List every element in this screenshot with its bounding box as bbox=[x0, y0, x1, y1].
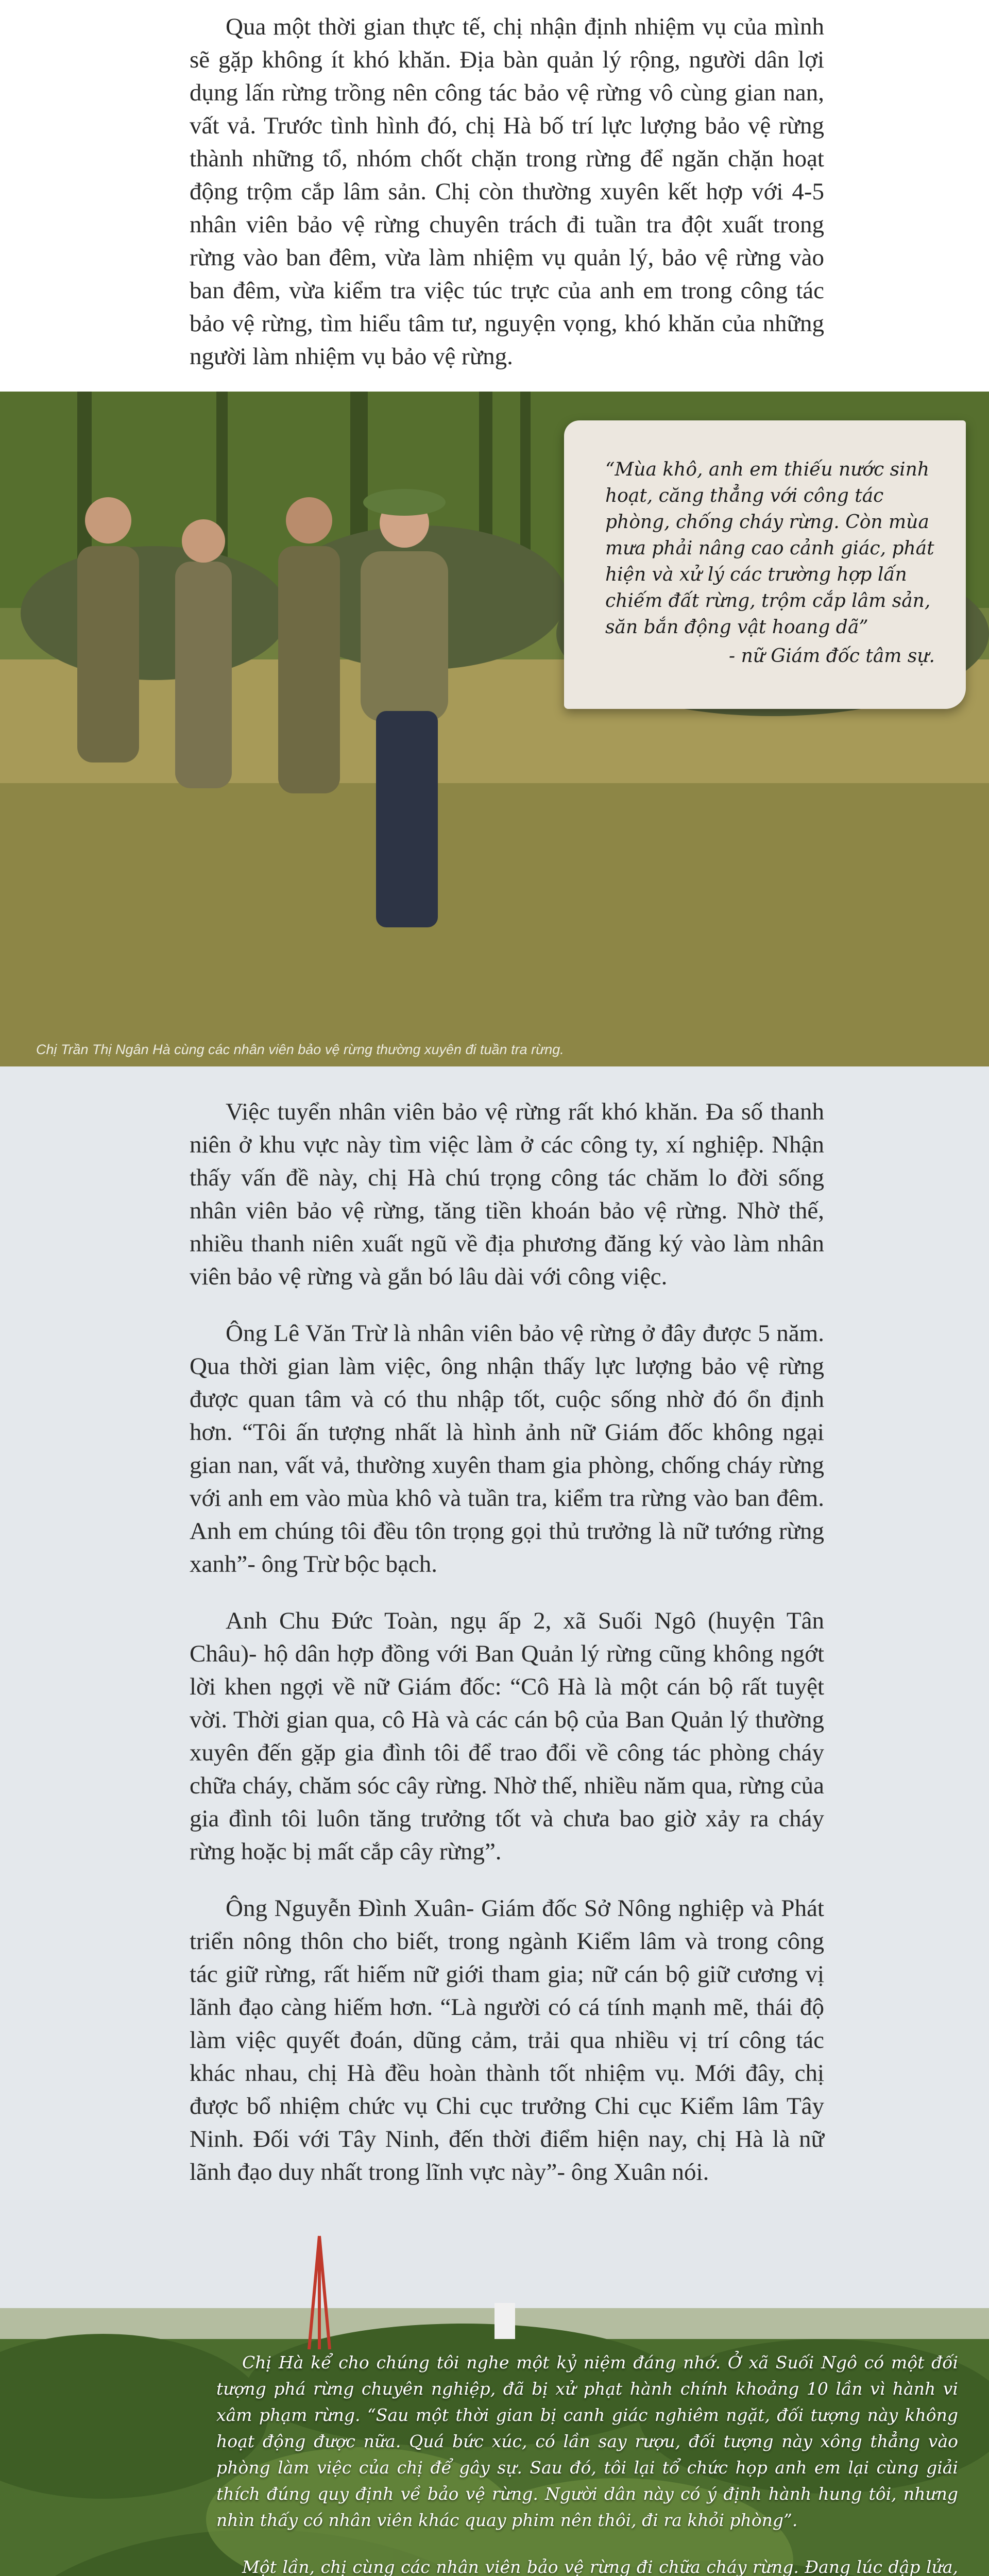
photo-caption: Chị Trần Thị Ngân Hà cùng các nhân viên bảo vệ rừng thường xuyên đi tuần tra rừng. bbox=[36, 1042, 564, 1057]
quote-card bbox=[564, 420, 966, 709]
body-paragraph: Ông Lê Văn Trừ là nhân viên bảo vệ rừng ở đây được 5 năm. Qua thời gian làm việc, ông nhận thấy lực lượng bảo vệ rừng được quan tâm và có thu nhập tốt, cuộc sống nhờ đó ổn định hơn. “Tôi ấn tượng nhất là hình ảnh nữ Giám đốc không ngại gian nan, vất vả, thường xuyên tham gia phòng, chống cháy rừng với anh em vào mùa khô và tuần tra, kiểm tra rừng vào ban đêm. Anh em chúng tôi đều tôn trọng gọi thủ trưởng là nữ tướng rừng xanh”- ông Trừ bộc bạch. bbox=[190, 1320, 824, 1578]
story-paragraph: Chị Hà kể cho chúng tôi nghe một kỷ niệm đáng nhớ. Ở xã Suối Ngô có một đối tượng phá rừng chuyên nghiệp, đã bị xử phạt hành chính khoảng 10 lần vì hành vi xâm phạm rừng. “Sau một thời gian bị canh giác nghiêm ngặt, đối tượng này không hoạt động được nữa. Quá bức xúc, có lần say rượu, đối tượng này xông thẳng vào phòng làm việc của chị để gây sự. Sau đó, tôi lại tổ chức họp anh em lại cùng giải thích đúng quy định về bảo vệ rừng. Người dân này có ý định hành hung tôi, nhưng nhìn thấy có nhân viên khác quay phim nên thôi, đi ra khỏi phòng”. bbox=[216, 2352, 958, 2530]
body-paragraph: Ông Nguyễn Đình Xuân- Giám đốc Sở Nông nghiệp và Phát triển nông thôn cho biết, trong ngành Kiểm lâm và trong công tác giữ rừng, rất hiếm nữ giới tham gia; nữ cán bộ giữ cương vị lãnh đạo càng hiếm hơn. “Là người có cá tính mạnh mẽ, thái độ làm việc quyết đoán, dũng cảm, trải qua nhiều vị trí công tác khác nhau, chị Hà đều hoàn thành tốt nhiệm vụ. Mới đây, chị được bổ nhiệm chức vụ Chi cục trưởng Chi cục Kiểm lâm Tây Ninh. Đối với Tây Ninh, đến thời điểm hiện nay, chị Hà là nữ lãnh đạo duy nhất trong lĩnh vực này”- ông Xuân nói. bbox=[190, 1895, 824, 2185]
story-paragraph: Một lần, chị cùng các nhân viên bảo vệ rừng đi chữa cháy rừng. Đang lúc dập lửa, bbox=[242, 2557, 958, 2576]
body-paragraph: Anh Chu Đức Toàn, ngụ ấp 2, xã Suối Ngô (huyện Tân Châu)- hộ dân hợp đồng với Ban Quản lý rừng cũng không ngớt lời khen ngợi về nữ Giám đốc: “Cô Hà là một cán bộ rất tuyệt vời. Thời gian qua, cô Hà và các cán bộ của Ban Quản lý thường xuyên đến gặp gia đình tôi để trao đổi về công tác phòng cháy chữa cháy, chăm sóc cây rừng. Nhờ thế, nhiều năm qua, rừng của gia đình tôi luôn tăng trưởng tốt và chưa bao giờ xảy ra cháy rừng hoặc bị mất cắp cây rừng”. bbox=[190, 1607, 824, 1865]
story-text bbox=[216, 2349, 958, 2576]
quote-text: “Mùa khô, anh em thiếu nước sinh hoạt, căng thẳng với công tác phòng, chống cháy rừng. Còn mùa mưa phải nâng cao cảnh giác, phát hiện và xử lý các trường hợp lấn chiếm đất rừng, trộm cắp lâm sản, săn bắn động vật hoang dã” bbox=[605, 459, 934, 638]
body-paragraph: Việc tuyển nhân viên bảo vệ rừng rất khó khăn. Đa số thanh niên ở khu vực này tìm việc làm ở các công ty, xí nghiệp. Nhận thấy vấn đề này, chị Hà chú trọng công tác chăm lo đời sống nhân viên bảo vệ rừng, tăng tiền khoán bảo vệ rừng. Nhờ thế, nhiều thanh niên xuất ngũ về địa phương đăng ký vào làm nhân viên bảo vệ rừng và gắn bó lâu dài với công việc. bbox=[190, 1098, 824, 1290]
patrol-photo bbox=[0, 392, 989, 1066]
quote-author: - nữ Giám đốc tâm sự. bbox=[728, 646, 935, 667]
intro-paragraph: Qua một thời gian thực tế, chị nhận định nhiệm vụ của mình sẽ gặp không ít khó khăn. Địa bàn quản lý rộng, người dân lợi dụng lấn rừng trồng nên công tác bảo vệ rừng vô cùng gian nan, vất vả. Trước tình hình đó, chị Hà bố trí lực lượng bảo vệ rừng thành những tổ, nhóm chốt chặn trong rừng để ngăn chặn hoạt động trộm cắp lâm sản. Chị còn thường xuyên kết hợp với 4-5 nhân viên bảo vệ rừng chuyên trách đi tuần tra đột xuất trong rừng vào ban đêm, vừa làm nhiệm vụ quản lý, bảo vệ rừng vào ban đêm, vừa kiểm tra việc túc trực của anh em trong công tác bảo vệ rừng, tìm hiểu tâm tư, nguyện vọng, khó khăn của những người làm nhiệm vụ bảo vệ rừng. bbox=[190, 13, 824, 370]
intro-section bbox=[0, 0, 989, 392]
forest-landscape-photo bbox=[0, 2200, 989, 2576]
body-section bbox=[0, 1066, 989, 2200]
